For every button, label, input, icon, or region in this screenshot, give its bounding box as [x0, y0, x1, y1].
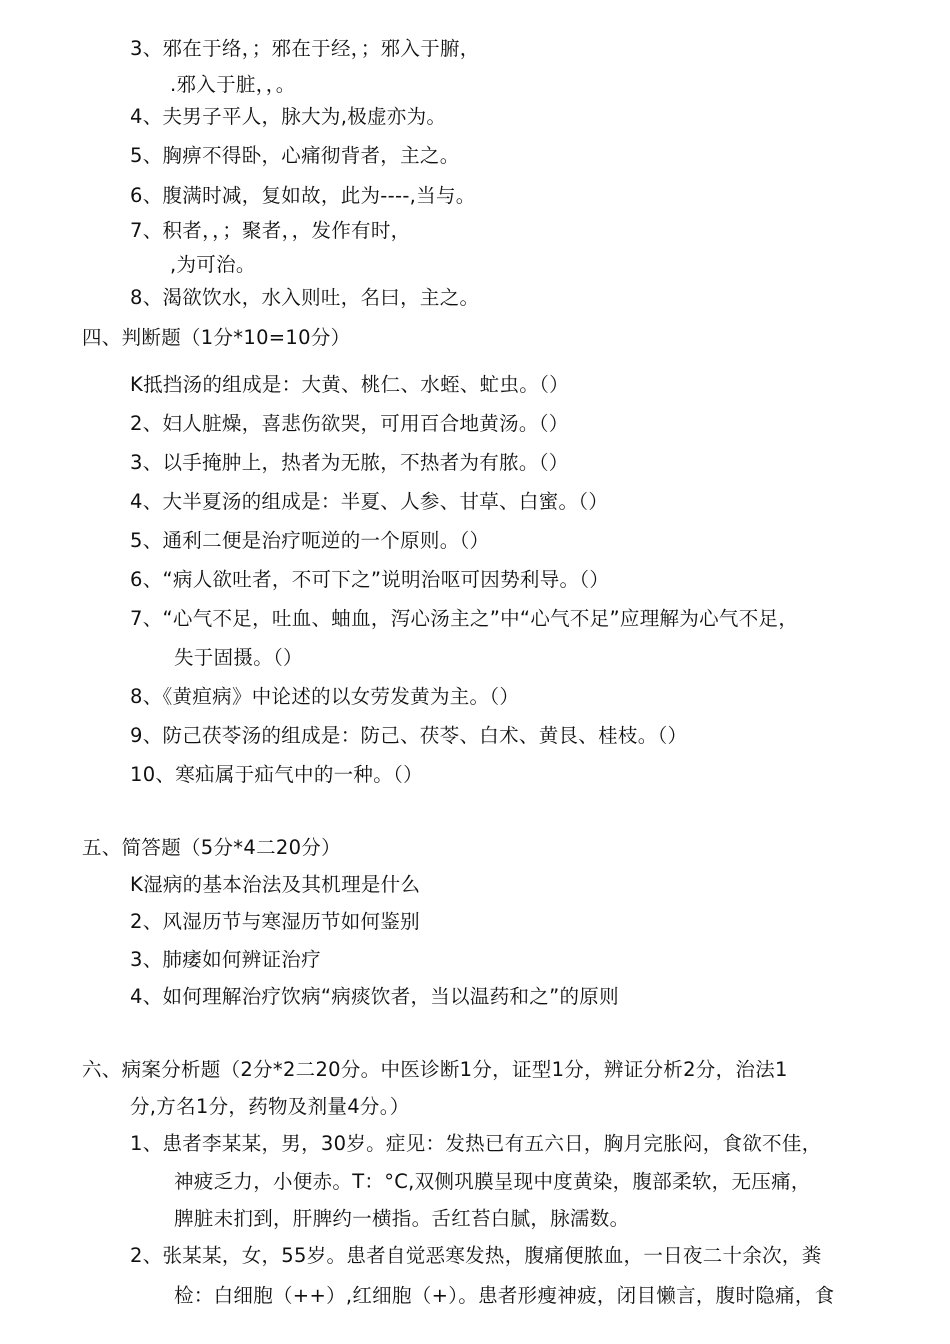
tf-item-8: 8、《黄疸病》中论述的以女劳发黄为主。（） [130, 685, 520, 708]
case2-line2: 检：白细胞（++）,红细胞（+）。患者形瘦神疲，闭目懒言，腹时隐痛，食 [174, 1284, 835, 1307]
blank-q7-line2: ,为可治。 [170, 253, 256, 276]
tf-item-5: 5、通利二便是治疗呃逆的一个原则。（） [130, 529, 490, 552]
tf-item-9: 9、防己茯苓汤的组成是：防己、茯苓、白术、黄艮、桂枝。（） [130, 724, 688, 747]
sa-item-2: 2、风湿历节与寒湿历节如何鉴别 [130, 910, 420, 933]
section-heading-short-answer: 五、简答题（5分*4二20分） [82, 836, 341, 859]
tf-item-4: 4、大半夏汤的组成是：半夏、人参、甘草、白蜜。（） [130, 490, 609, 513]
tf-item-2: 2、妇人脏燥，喜悲伤欲哭，可用百合地黄汤。（） [130, 412, 569, 435]
blank-q4: 4、夫男子平人，脉大为,极虚亦为。 [130, 105, 447, 128]
section-heading-case-analysis-line2: 分,方名1分，药物及剂量4分。） [130, 1095, 410, 1118]
tf-item-7-line1: 7、“心气不足，吐血、蚰血，泻心汤主之”中“心气不足”应理解为心气不足， [130, 607, 799, 630]
sa-item-1: K湿病的基本治法及其机理是什么 [130, 873, 421, 896]
sa-item-4: 4、如何理解治疗饮病“病痰饮者，当以温药和之”的原则 [130, 985, 619, 1008]
blank-q7-line1: 7、积者，，；聚者，，发作有时， [130, 219, 411, 242]
blank-q6: 6、腹满时减，复如故，此为----,当与。 [130, 184, 476, 207]
case1-line1: 1、患者李某某，男，30岁。症见：发热已有五六日，胸月完胀闷，食欲不佳， [130, 1132, 822, 1155]
tf-item-7-line2: 失于固摄。（） [174, 646, 303, 669]
blank-q3-line1: 3、邪在于络，；邪在于经，；邪入于腑， [130, 37, 480, 60]
sa-item-3: 3、肺痿如何辨证治疗 [130, 948, 321, 971]
blank-q8: 8、渴欲饮水，水入则吐，名曰，主之。 [130, 286, 480, 309]
case1-line3: 脾脏未扪到，肝脾约一横指。舌红苔白腻，脉濡数。 [174, 1207, 630, 1230]
case1-line2: 神疲乏力，小便赤。T：°C,双侧巩膜呈现中度黄染，腹部柔软，无压痛， [174, 1170, 811, 1193]
blank-q5: 5、胸痹不得卧，心痛彻背者，主之。 [130, 144, 460, 167]
tf-item-6: 6、“病人欲吐者，不可下之”说明治呕可因势利导。（） [130, 568, 610, 591]
tf-item-1: K抵挡汤的组成是：大黄、桃仁、水蛭、虻虫。（） [130, 373, 569, 396]
tf-item-10: 10、寒疝属于疝气中的一种。（） [130, 763, 423, 786]
section-heading-case-analysis-line1: 六、病案分析题（2分*2二20分。中医诊断1分，证型1分，辨证分析2分，治法1 [82, 1058, 788, 1081]
blank-q3-line2: .邪入于脏，，。 [170, 73, 296, 96]
tf-item-3: 3、以手掩肿上，热者为无脓，不热者为有脓。（） [130, 451, 569, 474]
case2-line1: 2、张某某，女，55岁。患者自觉恶寒发热，腹痛便脓血，一日夜二十余次，粪 [130, 1244, 822, 1267]
section-heading-true-false: 四、判断题（1分*10=10分） [82, 326, 351, 349]
